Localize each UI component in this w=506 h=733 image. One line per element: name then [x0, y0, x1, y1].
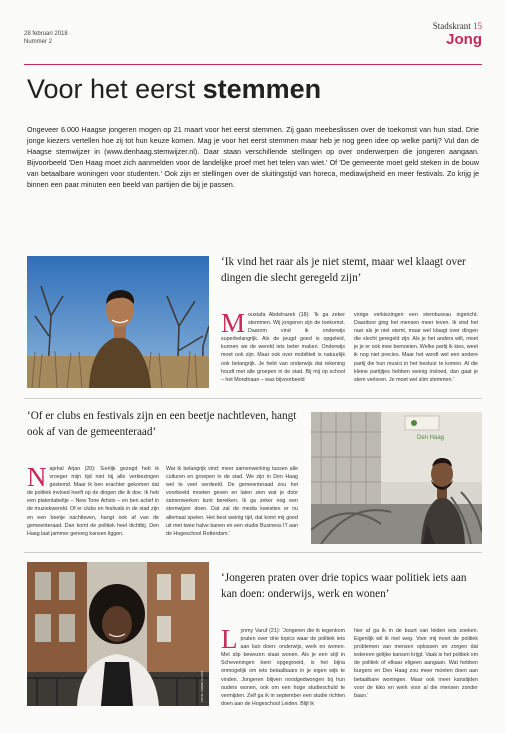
issue-meta — [24, 30, 68, 46]
portrait-photo-young-man — [27, 256, 209, 388]
photo-story-3 — [27, 562, 209, 706]
page-title — [27, 74, 321, 105]
pull-quote-3: ‘Jongeren praten over drie topics waar politiek iets aan kan doen: onderwijs, werk en wonen’ — [221, 572, 467, 600]
photo-credit: FOTO: ANDRÉ CLAUS — [200, 670, 204, 702]
story-2-col-2: Wat ik belangrijk vind: meer samenwerking tussen alle culturen en groepen in de stad. We zijn in Den Haag wel te veel verdeeld. De gemeenteraad zou het voorbeeld moeten geven en laten zien wat je door samenwerken kunt bereiken. Ik ga zeker nog een stemwijzer doen. Dat zal de media kwesties er nu allemaal spelen. Het best weinig tijd, dat komt mij goed uit met twee halve banen en een studie Business IT aan de Hogeschool Rotterdam.’ — [166, 466, 298, 537]
portrait-photo-man-on-bench — [311, 412, 482, 544]
story-3-col-1: Lynmy Varuf (21): ‘Jongeren die ik tegenkom praten over drie topics waar de politiek iets aan kan doen: onderwijs, werk en wonen. Met slip bewezen staat wonen. Als je een stijl in Scheveningen bent opgegroeid, is het bijna onmogelijk om iets betaalbaars in je eigen wijk te vinden. Jongeren blijven noodgedwongen bij hun ouders wonen, ook om een hoge studieschuld te vermijden. Zelf ga ik in september een studie richten doen aan de Hogeschool Leiden. Blijf ik — [221, 624, 345, 707]
pull-quote-1: ‘Ik vind het raar als je niet stemt, maar wel klaagt over dingen die slecht geregeld zijn’ — [221, 256, 466, 284]
section-name: Jong — [446, 31, 482, 48]
masthead — [433, 21, 482, 47]
dropcap: L — [221, 624, 238, 654]
dropcap: N — [27, 462, 47, 492]
issue-date: 28 februari 2018 — [24, 31, 68, 37]
section-divider — [24, 398, 482, 399]
intro-paragraph: Ongeveer 6.000 Haagse jongeren mogen op 21 maart voor het eerst stemmen. Zij gaan meebeslissen over de toekomst van hun stad. Drie jonge kiezers vertellen hoe zij tot hun keuze komen. Mag je voor het eerst stemmen maar heb je nog geen idee op welke partij? Vul dan de Haagse stemwijzer in (www.denhaag.stemwijzer.nl). Daar staan verschillende stellingen op over onderwerpen die jongeren aangaan. Bijvoorbeeld 'Den Haag moet zich aanmelden voor de landelijke proef met het telen van wiet.' Of 'De gemeente moet geld steken in de bouw van betaalbare woningen voor studenten.' Ook zijn er stellingen over de sluitingstijd van horeca, mediawijsheid en meer festivals. Zo krijg je binnen een paar minuten een beeld van partijen die bij je passen. — [27, 125, 479, 190]
paper-name: Stadskrant — [432, 21, 471, 31]
photo-story-2 — [311, 412, 482, 544]
page-number: 15 — [473, 21, 482, 31]
story-1-col-2: vorige verkiezingen een stembureau ingericht. Daardoor ging het mensen meer leven. Ik vind het raar als je niet stemt, maar wel klaagt over dingen die slecht geregeld zijn. Als je het anders wilt, moet je je er ook mee bemoeien. Welke partij ik kies, weet ik nog niet precies. Maar het wordt wel een andere partij die hun musici in het bestuur te komen. Al die kleine partijtjes hebben weinig invloed, dan gaat je stem verloren. Je moet wel slim stemmen.’ — [354, 312, 478, 383]
building-sign-text: Den Haag — [417, 435, 445, 441]
header-rule — [24, 64, 482, 65]
title-bold: stemmen — [202, 74, 322, 104]
pull-quote-2: ‘Of er clubs en festivals zijn en een beetje nachtleven, hangt ook af van de gemeenteraad’ — [27, 410, 297, 438]
dropcap: M — [221, 308, 246, 338]
portrait-photo-young-woman — [27, 562, 209, 706]
story-1-col-1: Moustafa Abdelrazek (18): ‘Ik ga zeker stemmen. Wij jongeren zijn de toekomst. Daarom vind ik onderwijs superbelangrijk. Als de jeugd goed is opgeleid, kunnen we de wereld iets beter maken. Onderwijs moet ook zijn. Maar ook over mobiliteit is natuurlijk ook belangrijk. Je hebt van onderwijs dat rekening houdt met alle groepen in de stad. Bij mij op school – het Mondriaan – was bijvoorbeeld — [221, 308, 345, 383]
story-2-col-1: Najehal Arjan (20): ‘Eerlijk gezegd heb ik vroeger mijn tijd niet bij alle verkiezingen gestemd. Maar ik ben erachter gekomen dat de politiek invloed heeft op de dingen die ik doe. Ik heb een platenlabeltje – New Tone Artists – en ben actief in de muziekwereld. Of er clubs en festivals in de stad zijn en een beetje nachtleven, hangt ook af van de gemeenteraad. Dan komt de politiek heel dichtbij. Den Haag laat jammer genoeg kansen liggen. — [27, 462, 159, 537]
photo-story-1 — [27, 256, 209, 388]
title-regular: Voor het eerst — [27, 74, 196, 104]
issue-number: Nummer 2 — [24, 39, 53, 45]
story-3-col-2: hier af ga ik in de buurt van leiden iets zoeken. Eigenlijk wil ik niet weg. Voor mij moet de politiek problemen van mensen oplossen en zorgen dat iedereen gelijke kansen krijgt. Vaak is het politiek om de politiek of elkaar eligeen aangaan. Wat hebben burgers en Den Haag zou meer moeten doen aan betaalbare woningen. Maar ook meer kanstijden voor de kiko en werk voor al die mensen zonder baan.’ — [354, 628, 478, 699]
section-divider — [24, 552, 482, 553]
